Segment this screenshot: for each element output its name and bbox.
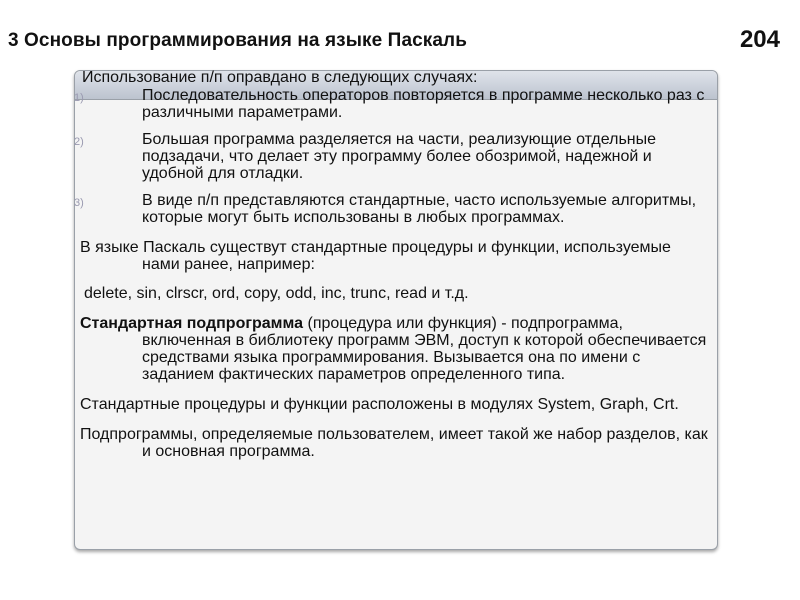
paragraph-modules: Стандартные процедуры и функции расположены в модулях System, Graph, Crt. <box>80 396 679 413</box>
intro-text: Использование п/п оправдано в следующих случаях: <box>82 69 478 86</box>
list-item <box>74 192 710 226</box>
list-item <box>74 131 710 182</box>
slide-title: 3 Основы программирования на языке Паскаль <box>8 30 468 51</box>
page-number: 204 <box>739 26 780 53</box>
list-number: 1) <box>74 92 84 104</box>
list-item-text: Большая программа разделяется на части, реализующие отдельные подзадачи, что делает эту программу более обозримой, надежной и удобной для отладки. <box>142 131 657 182</box>
definition-text: (процедура или функция) - подпрограмма, включенная в библиотеку программ ЭВМ, доступ к которой обеспечивается средствами языка программирования. Вызывается она по имени с заданием фактических параметров определенного типа. <box>142 315 707 383</box>
list-number: 3) <box>74 197 84 209</box>
list-item-text: Последовательность операторов повторяется в программе несколько раз с различными параметрами. <box>142 87 705 121</box>
list-item <box>74 87 710 121</box>
content-text <box>74 69 710 460</box>
paragraph-standard-routines: В языке Паскаль существут стандартные процедуры и функции, используемые нами ранее, например: <box>80 239 671 273</box>
list-number: 2) <box>74 136 84 148</box>
list-item-text: В виде п/п представляются стандартные, часто используемые алгоритмы, которые могут быть использованы в любых программах. <box>142 192 697 226</box>
definition-term: Стандартная подпрограмма <box>80 315 304 332</box>
paragraph-definition <box>80 315 710 383</box>
paragraph-routine-list: delete, sin, clrscr, ord, copy, odd, inc, trunc, read и т.д. <box>84 285 469 302</box>
paragraph-user-routines: Подпрограммы, определяемые пользователем, имеет такой же набор разделов, как и основная программа. <box>80 426 708 460</box>
